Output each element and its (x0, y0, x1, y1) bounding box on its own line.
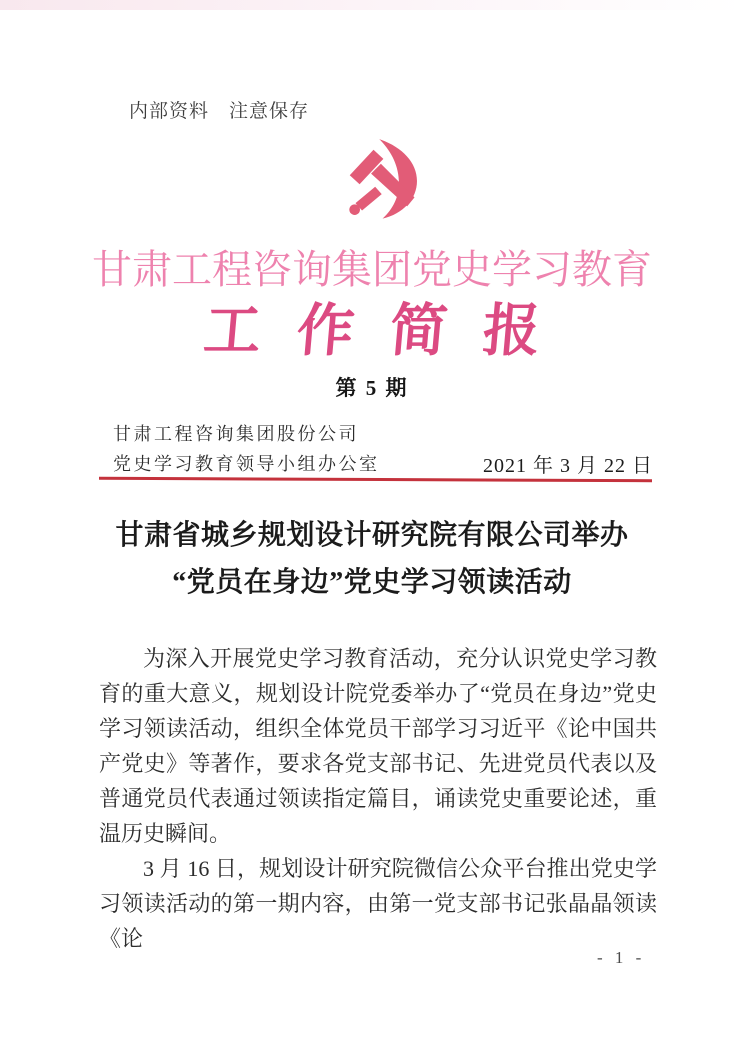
article-title (0, 512, 744, 606)
page-number: - 1 - (597, 948, 646, 967)
issue-number: 第 5 期 (335, 376, 409, 400)
issuer-line-2: 党史学习教育领导小组办公室 (113, 454, 380, 474)
article-title-line-1: 甘肃省城乡规划设计研究院有限公司举办 (115, 520, 629, 551)
issuer-line-1: 甘肃工程咨询集团股份公司 (113, 424, 359, 444)
issue-date: 2021 年 3 月 22 日 (483, 455, 653, 477)
body-paragraph: 为深入开展党史学习教育活动，充分认识党史学习教育的重大意义，规划设计院党委举办了“党员在身边”党史学习领读活动，组织全体党员干部学习习近平《论中国共产党史》等著作，要求各党支部书记、先进党员代表以及普通党员代表通过领读指定篇目，诵读党史重要论述，重温历史瞬间。 (99, 646, 657, 846)
article-body (99, 641, 657, 956)
masthead-bulletin-title: 工作简报 (201, 300, 579, 363)
scan-edge-artifact (0, 0, 744, 10)
body-paragraph: 3 月 16 日，规划设计研究院微信公众平台推出党史学习领读活动的第一期内容，由第一党支部书记张晶晶领读《论 (99, 856, 657, 951)
classification-label: 内部资料 注意保存 (129, 101, 310, 122)
cpc-emblem-icon (344, 132, 426, 225)
issuer-block (113, 419, 380, 479)
issuer-row (113, 419, 653, 479)
article-title-line-2: “党员在身边”党史学习领读活动 (172, 567, 572, 598)
masthead-org-title: 甘肃工程咨询集团党史学习教育 (92, 247, 652, 292)
